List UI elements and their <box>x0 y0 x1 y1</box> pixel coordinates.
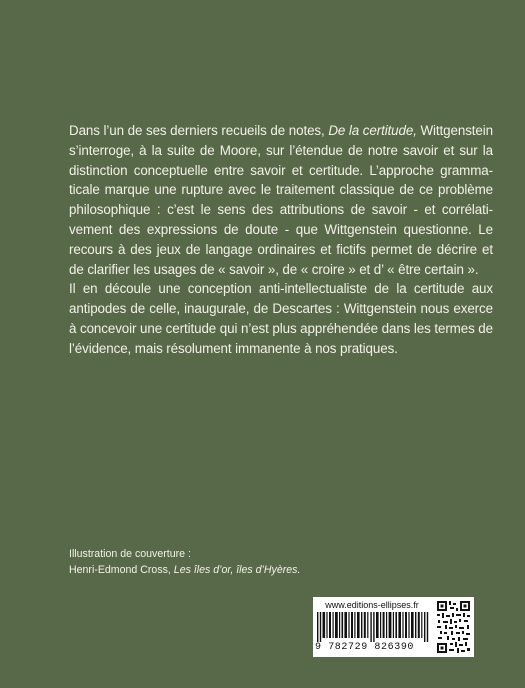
isbn-number: 9 782729 826390 <box>315 642 415 653</box>
blurb-paragraph-2: Il en découle une conception anti-intellectualiste de la certitude aux antipodes de celle, inaugurale, de Descartes : Wittgenstein nous exerce à concevoir une certitude qui n’est plus appréhendée dans les termes de l’évidence, mais résolument immanente à nos pratiques. <box>69 281 493 356</box>
credit-work-title: Les îles d’or, îles d’Hyères. <box>173 564 301 576</box>
blurb-body: Wittgenstein s’interroge, à la suite de Moore, sur l’étendue de notre savoir et sur la distinction conceptuelle entre savoir et certitude. L’approche gramma-ticale marque une rupture avec le traitement classique de ce problème philosophique : c’est le sens des attributions de savoir - et corrélati-vement des expressions de doute - que Wittgenstein questionne. Le recours à des jeux de langage ordinaires et fictifs permet de décrire et de clarifier les usages de « savoir », de « croire » et d’ « être certain ». <box>69 123 493 277</box>
qr-code <box>437 601 470 653</box>
book-title: De la certitude, <box>328 123 417 138</box>
credit-heading: Illustration de couverture : <box>69 548 191 560</box>
cover-illustration-credit <box>69 546 469 578</box>
blurb-intro: Dans l’un de ses derniers recueils de notes, <box>69 123 329 138</box>
credit-line <box>69 562 469 578</box>
blurb-paragraph-1 <box>69 121 493 279</box>
credit-artist: Henri-Edmond Cross, <box>69 564 174 576</box>
publisher-url: www.editions-ellipses.fr <box>325 600 419 610</box>
isbn-barcode <box>317 612 433 642</box>
back-cover-blurb <box>69 121 493 359</box>
barcode-box <box>313 597 474 657</box>
